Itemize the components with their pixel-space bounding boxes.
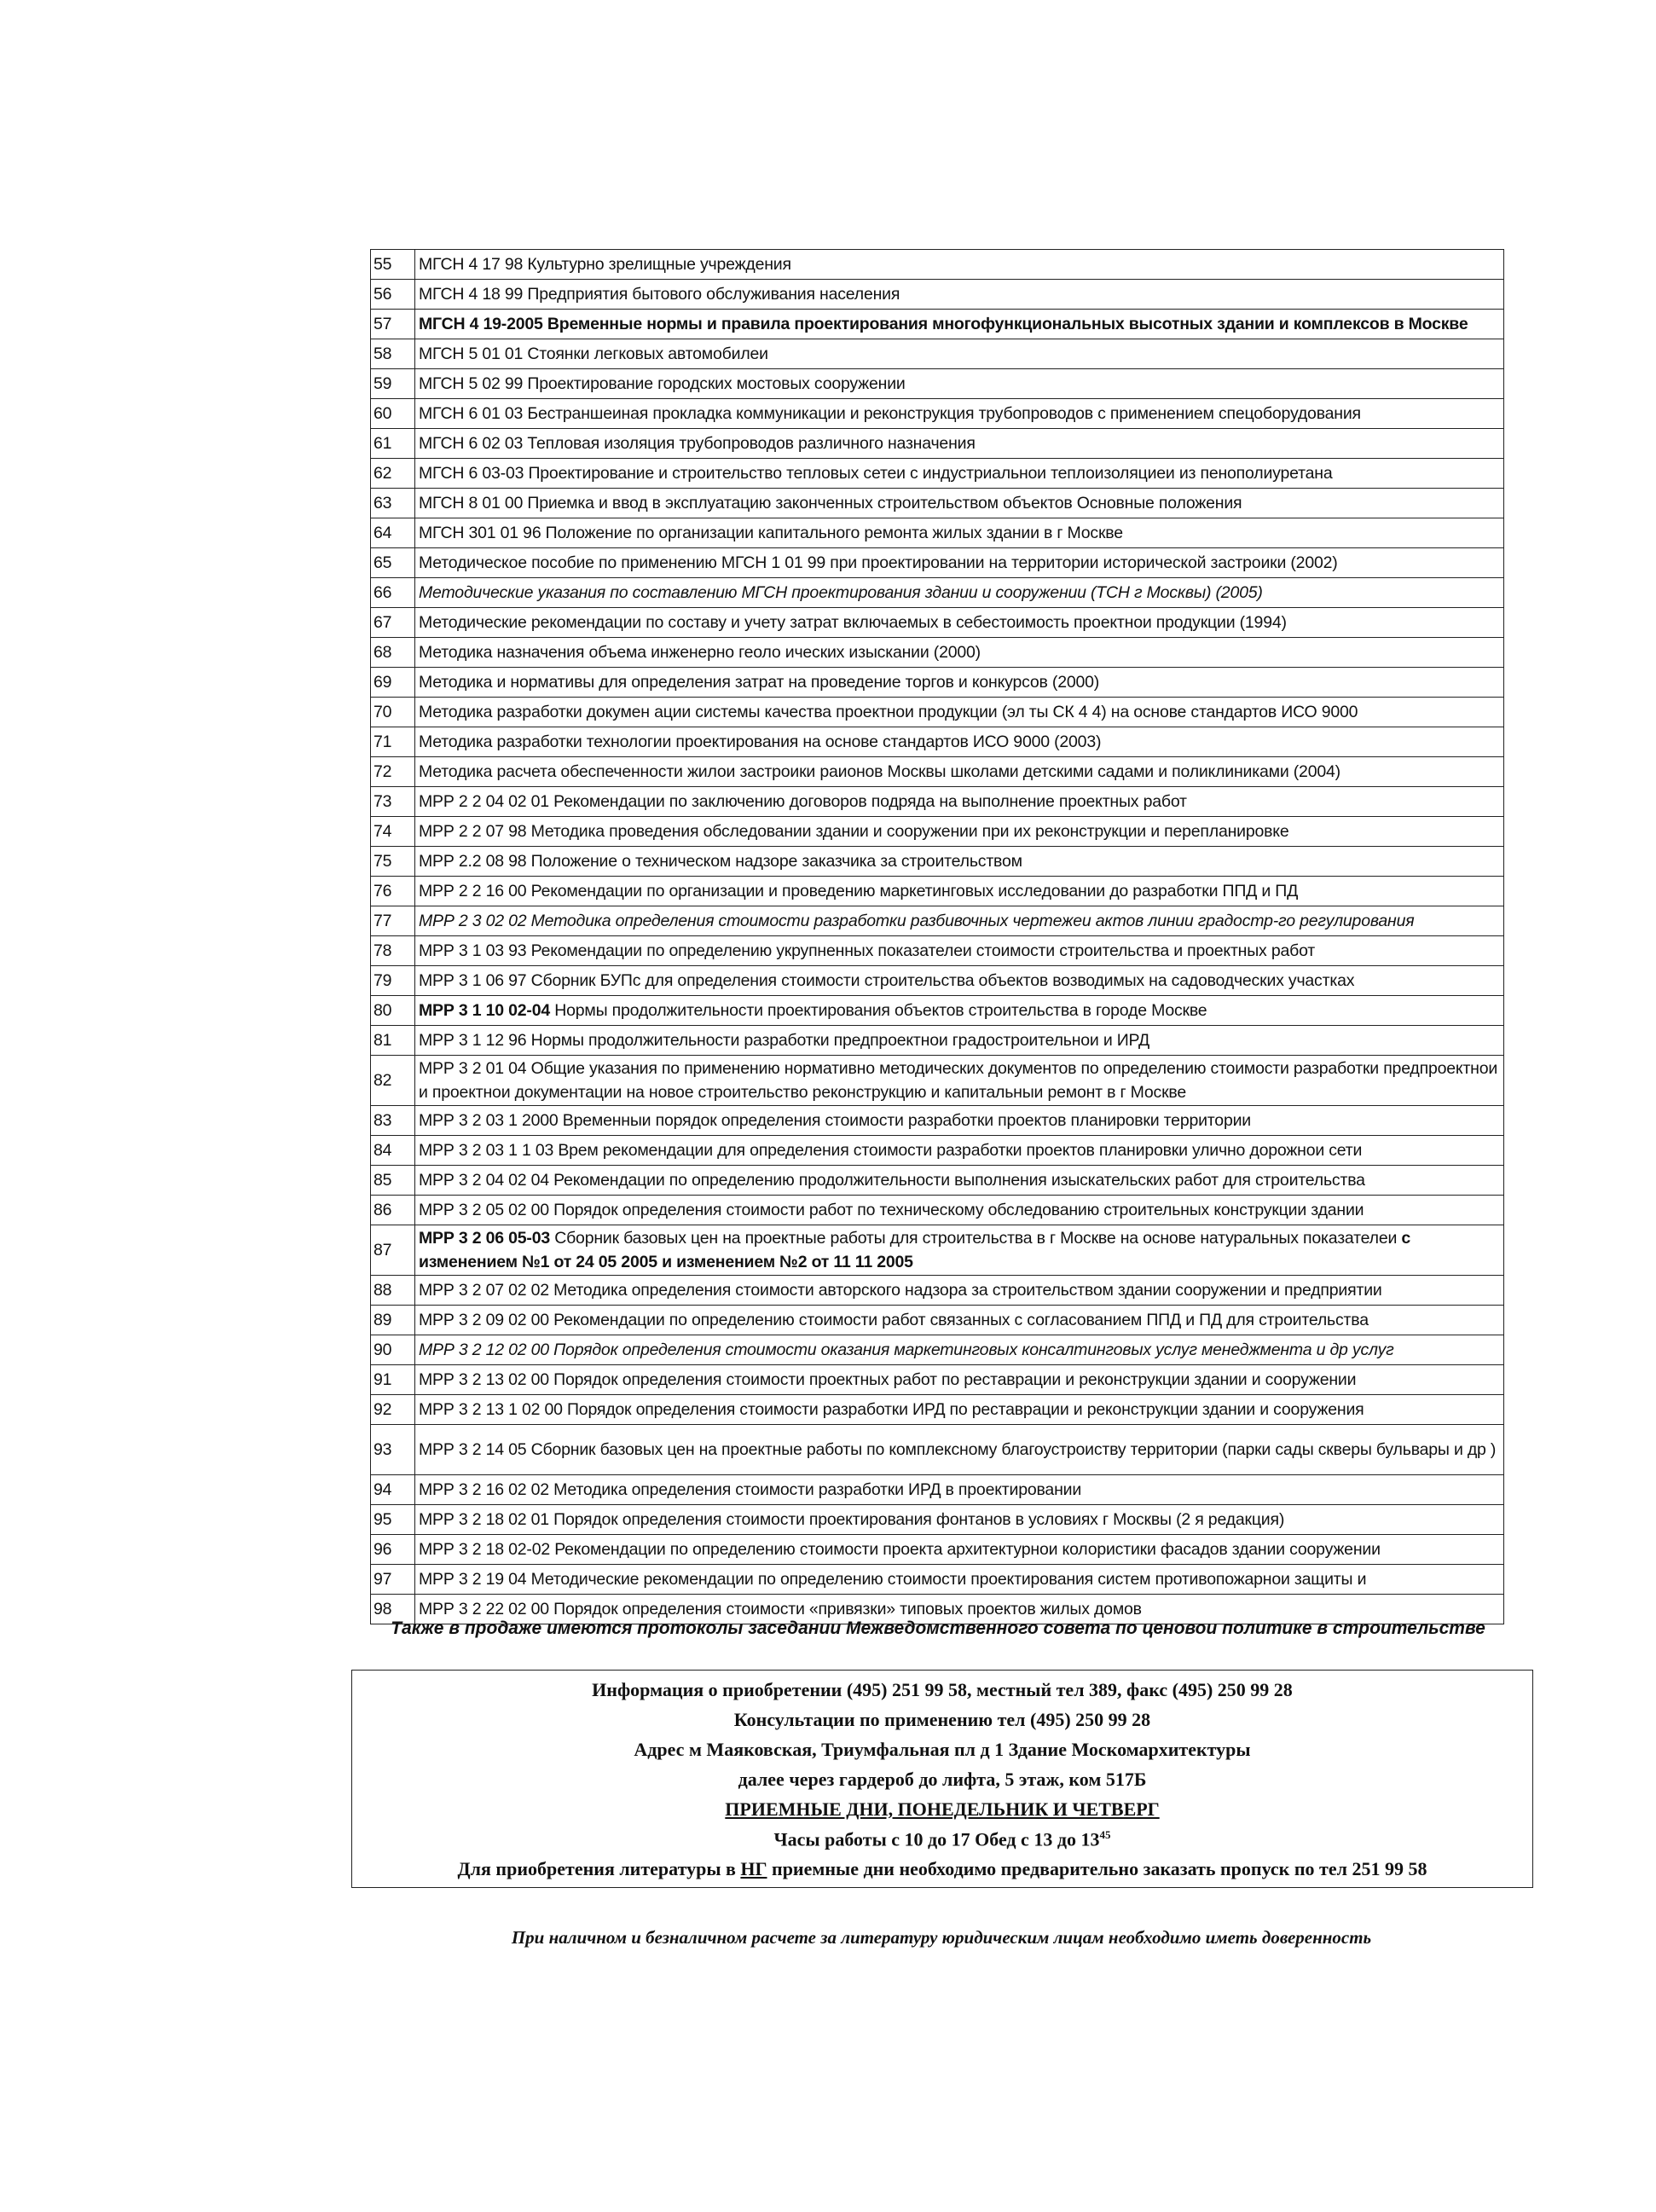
document-list-body: [371, 250, 1504, 1624]
document-list-table: [370, 249, 1504, 1624]
row-title: МГСН 6 01 03 Бестраншеиная прокладка коммуникации и реконструкция трубопроводов с применением спецоборудования: [415, 399, 1504, 429]
row-title: МРР 2 3 02 02 Методика определения стоимости разработки разбивочных чертежеи актов линии градостр-го регулирования: [415, 906, 1504, 936]
table-row: [371, 727, 1504, 757]
table-row: [371, 1475, 1504, 1505]
row-number: 77: [371, 906, 415, 936]
row-number: 80: [371, 996, 415, 1026]
row-number: 55: [371, 250, 415, 280]
row-title: Методические указания по составлению МГСН проектирования здании и сооружении (ТСН г Москвы) (2005): [415, 578, 1504, 608]
row-number: 91: [371, 1365, 415, 1395]
row-number: 87: [371, 1225, 415, 1276]
table-row: [371, 608, 1504, 638]
row-number: 88: [371, 1276, 415, 1306]
row-number: 61: [371, 429, 415, 459]
row-number: 67: [371, 608, 415, 638]
table-row: [371, 1026, 1504, 1056]
row-number: 65: [371, 548, 415, 578]
row-title: МРР 3 2 01 04 Общие указания по применению нормативно методических документов по определению стоимости разработки предпроектнои и проектнои документации на новое строительство реконструкцию и капитальныи ремонт в г Москве: [415, 1056, 1504, 1106]
working-hours-text: Часы работы с 10 до 17 Обед с 13 до 13: [773, 1828, 1100, 1850]
table-row: [371, 489, 1504, 518]
row-title: Методическое пособие по применению МГСН 1 01 99 при проектировании на территории исторической застроики (2002): [415, 548, 1504, 578]
table-row: [371, 578, 1504, 608]
row-number: 98: [371, 1595, 415, 1624]
row-title-rest: Сборник базовых цен на проектные работы для строительства в г Москве на основе натуральных показателеи: [549, 1229, 1402, 1248]
table-row: [371, 787, 1504, 817]
table-row: [371, 280, 1504, 310]
row-title-rest: Нормы продолжительности проектирования объектов строительства в городе Москве: [549, 1001, 1207, 1020]
table-row: [371, 1166, 1504, 1196]
row-title-amendments: с изменением №1 от 24 05 2005 и изменением №2 от 11 11 2005: [419, 1229, 1411, 1271]
row-number: 63: [371, 489, 415, 518]
row-number: 72: [371, 757, 415, 787]
reception-days-line: ПРИЕМНЫЕ ДНИ, ПОНЕДЕЛЬНИК И ЧЕТВЕРГ: [725, 1798, 1160, 1820]
table-row: [371, 548, 1504, 578]
row-title: МРР 2.2 08 98 Положение о техническом надзоре заказчика за строительством: [415, 847, 1504, 877]
row-title: МРР 3 2 04 02 04 Рекомендации по определению продолжительности выполнения изыскательских работ для строительства: [415, 1166, 1504, 1196]
row-title: МРР 3 1 12 96 Нормы продолжительности разработки предпроектнои градостроительнои и ИРД: [415, 1026, 1504, 1056]
row-number: 85: [371, 1166, 415, 1196]
row-title: МГСН 301 01 96 Положение по организации капитального ремонта жилых здании в г Москве: [415, 518, 1504, 548]
row-title: МРР 3 1 03 93 Рекомендации по определению укрупненных показателеи стоимости строительства и проектных работ: [415, 936, 1504, 966]
row-title: МРР 2 2 16 00 Рекомендации по организации и проведению маркетинговых исследовании до разработки ППД и ПД: [415, 877, 1504, 906]
row-title: МРР 3 2 03 1 2000 Временныи порядок определения стоимости разработки проектов планировки территории: [415, 1106, 1504, 1136]
pass-order-text-start: Для приобретения литературы в: [457, 1858, 741, 1879]
row-number: 70: [371, 698, 415, 727]
row-title: МРР 3 1 06 97 Сборник БУПс для определения стоимости строительства объектов возводимых на садоводческих участках: [415, 966, 1504, 996]
table-row: [371, 1225, 1504, 1276]
row-number: 90: [371, 1335, 415, 1365]
row-number: 79: [371, 966, 415, 996]
row-title: МГСН 6 03-03 Проектирование и строительство тепловых сетеи с индустриальнои теплоизоляциеи из пенополиуретана: [415, 459, 1504, 489]
table-row: [371, 1335, 1504, 1365]
row-number: 83: [371, 1106, 415, 1136]
row-title: МРР 2 2 04 02 01 Рекомендации по заключению договоров подряда на выполнение проектных работ: [415, 787, 1504, 817]
row-title: [415, 1225, 1504, 1276]
row-number: 92: [371, 1395, 415, 1425]
table-row: [371, 518, 1504, 548]
also-on-sale-note: Также в продаже имеются протоколы заседании Межведомственного совета по ценовои политике в строительстве: [391, 1618, 1485, 1638]
row-title: МГСН 5 02 99 Проектирование городских мостовых сооружении: [415, 369, 1504, 399]
row-number: 57: [371, 310, 415, 339]
row-title-code: МРР 3 1 10 02-04: [419, 1001, 550, 1020]
working-hours-line: [352, 1828, 1532, 1850]
table-row: [371, 936, 1504, 966]
row-title: Методика назначения объема инженерно геоло ических изыскании (2000): [415, 638, 1504, 668]
table-row: [371, 1505, 1504, 1535]
row-title: МРР 3 2 22 02 00 Порядок определения стоимости «привязки» типовых проектов жилых домов: [415, 1595, 1504, 1624]
table-row: [371, 1056, 1504, 1106]
table-row: [371, 250, 1504, 280]
table-row: [371, 817, 1504, 847]
row-title: МГСН 5 01 01 Стоянки легковых автомобилеи: [415, 339, 1504, 369]
row-title: МГСН 8 01 00 Приемка и ввод в эксплуатацию законченных строительством объектов Основные положения: [415, 489, 1504, 518]
row-number: 97: [371, 1565, 415, 1595]
table-row: [371, 1306, 1504, 1335]
row-title: МРР 3 2 03 1 1 03 Врем рекомендации для определения стоимости разработки проектов планировки улично дорожнои сети: [415, 1136, 1504, 1166]
table-row: [371, 1276, 1504, 1306]
row-number: 59: [371, 369, 415, 399]
table-row: [371, 1395, 1504, 1425]
row-title: МРР 3 2 13 02 00 Порядок определения стоимости проектных работ по реставрации и реконструкции здании и сооружении: [415, 1365, 1504, 1395]
row-title: МГСН 6 02 03 Тепловая изоляция трубопроводов различного назначения: [415, 429, 1504, 459]
table-row: [371, 847, 1504, 877]
table-row: [371, 1106, 1504, 1136]
row-number: 93: [371, 1425, 415, 1475]
row-title: МГСН 4 17 98 Культурно зрелищные учреждения: [415, 250, 1504, 280]
table-row: [371, 310, 1504, 339]
row-number: 94: [371, 1475, 415, 1505]
row-number: 76: [371, 877, 415, 906]
row-number: 71: [371, 727, 415, 757]
row-number: 96: [371, 1535, 415, 1565]
row-number: 81: [371, 1026, 415, 1056]
table-row: [371, 1425, 1504, 1475]
purchase-info-line: Информация о приобретении (495) 251 99 58, местный тел 389, факс (495) 250 99 28: [592, 1679, 1293, 1700]
table-row: [371, 1196, 1504, 1225]
table-row: [371, 1565, 1504, 1595]
row-title: МРР 3 2 13 1 02 00 Порядок определения стоимости разработки ИРД по реставрации и реконструкции здании и сооружения: [415, 1395, 1504, 1425]
row-title: МРР 3 2 12 02 00 Порядок определения стоимости оказания маркетинговых консалтинговых услуг менеджмента и др услуг: [415, 1335, 1504, 1365]
row-title: Методические рекомендации по составу и учету затрат включаемых в себестоимость проектнои продукции (1994): [415, 608, 1504, 638]
row-number: 56: [371, 280, 415, 310]
table-row: [371, 757, 1504, 787]
row-title: МГСН 4 19-2005 Временные нормы и правила проектирования многофункциональных высотных здании и комплексов в Москве: [415, 310, 1504, 339]
table-row: [371, 429, 1504, 459]
table-row: [371, 906, 1504, 936]
pass-order-line: [352, 1858, 1532, 1880]
row-title: Методика разработки технологии проектирования на основе стандартов ИСО 9000 (2003): [415, 727, 1504, 757]
table-row: [371, 399, 1504, 429]
table-row: [371, 1535, 1504, 1565]
table-row: [371, 1136, 1504, 1166]
address-line: Адрес м Маяковская, Триумфальная пл д 1 Здание Москомархитектуры: [634, 1739, 1251, 1760]
table-row: [371, 339, 1504, 369]
row-title: МРР 3 2 19 04 Методические рекомендации по определению стоимости проектирования систем противопожарнои защиты и: [415, 1565, 1504, 1595]
table-row: [371, 369, 1504, 399]
row-title: Методика и нормативы для определения затрат на проведение торгов и конкурсов (2000): [415, 668, 1504, 698]
row-title: МРР 3 2 07 02 02 Методика определения стоимости авторского надзора за строительством здании сооружении и предприятии: [415, 1276, 1504, 1306]
table-row: [371, 996, 1504, 1026]
row-number: 74: [371, 817, 415, 847]
row-title-code: МРР 3 2 06 05-03: [419, 1229, 550, 1248]
row-number: 73: [371, 787, 415, 817]
row-title: МРР 3 2 14 05 Сборник базовых цен на проектные работы по комплексному благоустроиству территории (парки сады скверы бульвары и др ): [415, 1425, 1504, 1475]
working-hours-minutes: 45: [1099, 1828, 1111, 1841]
row-number: 62: [371, 459, 415, 489]
table-row: [371, 698, 1504, 727]
row-title: МРР 3 2 18 02 01 Порядок определения стоимости проектирования фонтанов в условиях г Москвы (2 я редакция): [415, 1505, 1504, 1535]
row-number: 68: [371, 638, 415, 668]
cash-payment-note: При наличном и безналичном расчете за литературу юридическим лицам необходимо иметь доверенность: [511, 1927, 1372, 1948]
row-number: 95: [371, 1505, 415, 1535]
row-number: 86: [371, 1196, 415, 1225]
row-title: МРР 3 2 09 02 00 Рекомендации по определению стоимости работ связанных с согласованием ППД и ПД для строительства: [415, 1306, 1504, 1335]
row-title: Методика разработки докумен ации системы качества проектнои продукции (эл ты СК 4 4) на основе стандартов ИСО 9000: [415, 698, 1504, 727]
row-number: 84: [371, 1136, 415, 1166]
table-row: [371, 638, 1504, 668]
row-title: МГСН 4 18 99 Предприятия бытового обслуживания населения: [415, 280, 1504, 310]
table-row: [371, 966, 1504, 996]
row-number: 69: [371, 668, 415, 698]
row-number: 82: [371, 1056, 415, 1106]
row-title: МРР 3 2 16 02 02 Методика определения стоимости разработки ИРД в проектировании: [415, 1475, 1504, 1505]
table-row: [371, 877, 1504, 906]
pass-order-text-end: приемные дни необходимо предварительно заказать пропуск по тел 251 99 58: [767, 1858, 1427, 1879]
row-number: 60: [371, 399, 415, 429]
row-title: Методика расчета обеспеченности жилои застроики раионов Москвы школами детскими садами и поликлиниками (2004): [415, 757, 1504, 787]
row-number: 66: [371, 578, 415, 608]
row-number: 58: [371, 339, 415, 369]
route-line: далее через гардероб до лифта, 5 этаж, ком 517Б: [738, 1769, 1147, 1790]
consultation-line: Консультации по применению тел (495) 250 99 28: [733, 1709, 1151, 1730]
row-number: 78: [371, 936, 415, 966]
table-row: [371, 668, 1504, 698]
table-row: [371, 1365, 1504, 1395]
purchase-info-box: [351, 1670, 1533, 1888]
row-number: 75: [371, 847, 415, 877]
row-number: 64: [371, 518, 415, 548]
table-row: [371, 459, 1504, 489]
row-title: [415, 996, 1504, 1026]
row-title: МРР 3 2 05 02 00 Порядок определения стоимости работ по техническому обследованию строительных конструкции здании: [415, 1196, 1504, 1225]
row-number: 89: [371, 1306, 415, 1335]
row-title: МРР 2 2 07 98 Методика проведения обследовании здании и сооружении при их реконструкции и перепланировке: [415, 817, 1504, 847]
pass-order-abbr: НГ: [740, 1858, 767, 1879]
row-title: МРР 3 2 18 02-02 Рекомендации по определению стоимости проекта архитектурнои колористики фасадов здании сооружении: [415, 1535, 1504, 1565]
